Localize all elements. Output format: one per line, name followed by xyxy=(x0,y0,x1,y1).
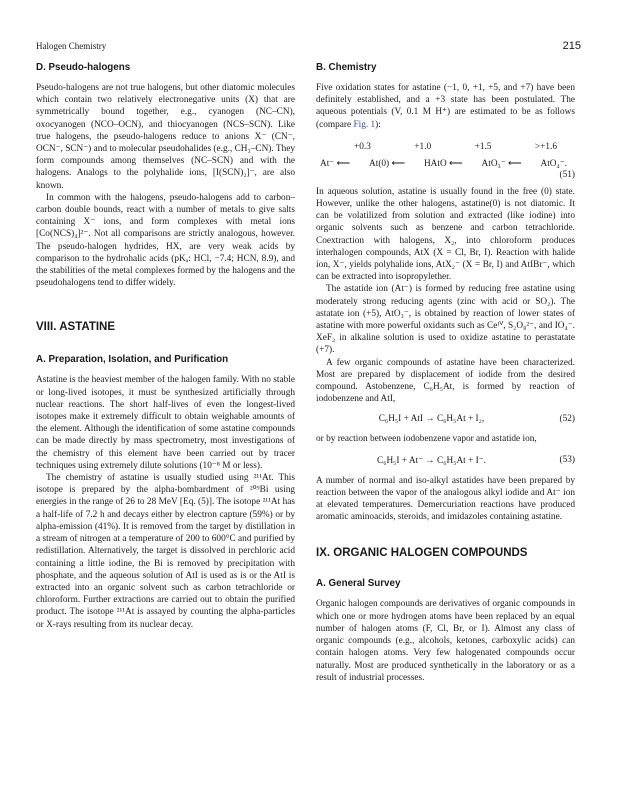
paragraph: The astatide ion (At⁻) is formed by reducing free astatine using moderately strong reducing agents (zinc with acid or SO₂). The astatate ion (+5), AtO₃⁻, is obtained by reaction of lower states of astatine with more powerful oxidants such as Ceᴵⱽ, S₂O₈²⁻, and IO₄⁻. XeF₂ in alkaline solution is used to oxidize astatine to perastatate (+7). xyxy=(316,284,575,356)
section-a-heading: A. Preparation, Isolation, and Purification xyxy=(36,354,229,366)
oxidation-scheme: At⁻ ⟵ At(0) ⟵ HAtO ⟵ AtO₃⁻ ⟵ AtO₄⁻. xyxy=(320,158,567,169)
paragraph: Pseudo-halogens are not true halogens, but other diatomic molecules which contain two relatively electronegative units (X) that are symmetrically bound together, e.g., cyanogen (NC–CN), oxocyanogen (NCO–OCN), and thiocyanogen (NCS–SCN). Like true halogens, the pseudo-halogens reduce to anions X⁻ (CN⁻, OCN⁻, SCN⁻) and to molecular pseudohalides (e.g., CH₃–CN). They form compounds among themselves (NC–SCN) and with the halogens. Analogs to the polyhalide ions, [I(SCN)₂]⁻, are also known. xyxy=(36,83,295,191)
paragraph: The chemistry of astatine is usually studied using ²¹¹At. This isotope is prepared by the alpha-bombardment of ²⁰⁹Bi using energies in the range of 26 to 28 MeV [Eq. (5)]. The isotope ²¹¹At has a half-life of 7.2 h and decays either by electron capture (59%) or by alpha-emission (41%). It is removed from the target by distillation in a stream of nitrogen at a temperature of 200 to 600°C and purified by redistillation. Alternatively, the target is dissolved in perchloric acid containing a little iodine, the Bi is removed by precipitation with phosphate, and the aqueous solution of AtI is used as is or the AtI is extracted into an organic solvent such as carbon tetrachloride or chloroform. Further extractions are carried out to obtain the purified product. The isotope ²¹¹At is assayed by counting the alpha-particles or X-rays resulting from its nuclear decay. xyxy=(36,473,295,630)
left-column xyxy=(36,62,295,631)
equation-53: C₆H₅I + At⁻ → C₆H₅At + I⁻. (53) xyxy=(377,455,575,466)
paragraph: A few organic compounds of astatine have been characterized. Most are prepared by displacement of iodide from the desired compound. Astobenzene, C₆H₅At, is formed by reaction of iodobenzene and AtI, xyxy=(316,357,575,405)
equation-52: C₆H₅I + AtI → C₆H₅At + I₂, (52) xyxy=(378,414,575,425)
section-ix-heading: IX. ORGANIC HALOGEN COMPOUNDS xyxy=(316,547,528,560)
potential-values: +0.3 +1.0 +1.5 >+1.6 xyxy=(354,141,557,152)
running-title: Halogen Chemistry xyxy=(36,41,107,51)
equation-number: (51) xyxy=(559,169,575,180)
section-viii-heading: VIII. ASTATINE xyxy=(36,321,116,334)
right-column xyxy=(316,62,575,684)
section-general-survey-heading: A. General Survey xyxy=(316,578,401,590)
paragraph: In aqueous solution, astatine is usually found in the free (0) state. However, unlike the other halogens, astatine(0) is not diatomic. It can be volatilized from solution and extracted (like iodine) into organic solvents such as benzene and carbon tetrachloride. Coextraction with halogens, X₂, into chloroform produces interhalogen compounds, AtX (X = Cl, Br, I). Reaction with halide ion, X⁻, yields polyhalide ions, AtX₂⁻ (X = Br, I) and AtIBr⁻, which can be extracted into isopropylether. xyxy=(316,186,575,283)
paragraph: Five oxidation states for astatine (−1, 0, +1, +5, and +7) have been definitely established, and a +3 state has been postulated. The aqueous potentials (V, 0.1 M H⁺) are estimated to be as follows (compare Fig. 1): xyxy=(316,83,575,130)
paragraph: Organic halogen compounds are derivatives of organic compounds in which one or more hydrogen atoms have been replaced by an equal number of halogen atoms (F, Cl, Br, or I). Almost any class of organic compounds (e.g., alcohols, ketones, carboxylic acids) can contain halogen atoms. Very few halogenated compounds occur naturally. Most are produced synthetically in the laboratory or as a result of industrial processes. xyxy=(316,599,575,683)
figure-link[interactable]: Fig. 1 xyxy=(353,119,376,130)
page-number: 215 xyxy=(562,40,581,52)
section-b-heading: B. Chemistry xyxy=(316,62,377,73)
section-d-heading: D. Pseudo-halogens xyxy=(36,62,131,73)
paragraph: In common with the halogens, pseudo-halogens add to carbon–carbon double bounds, react with a number of metals to give salts containing X⁻ ions, and form complexes with metal ions [Co(NCS)₄]²⁻. Not all comparisons are strictly analogous, however. The pseudo-halogen hydrides, HX, are very weak acids by comparison to the hydrohalic acids (pKₐ: HCl, −7.4; HCN, 8.9), and the stabilities of the metal complexes formed by the halogens and the pseudohalogens tend to differ widely. xyxy=(36,192,295,289)
paragraph: or by reaction between iodobenzene vapor and astatide ion, xyxy=(316,434,537,445)
paragraph: A number of normal and iso-alkyl astatides have been prepared by reaction between the vapor of the analogous alkyl iodide and At⁻ ion at elevated temperatures. Demercuriation reactions have produced aromatic aminoacids, steroids, and imidazoles containing astatine. xyxy=(316,475,575,523)
paragraph: Astatine is the heaviest member of the halogen family. With no stable or long-lived isotopes, it must be synthesized artificially through nuclear reactions. The short half-lives of even the longest-lived isotopes make it extremely difficult to obtain weighable amounts of the element. Although the identification of some astatine compounds can be made directly by mass spectrometry, most investigations of the chemistry of this element have been carried out by tracer techniques using extremely dilute solutions (10⁻⁸ M or less). xyxy=(36,375,295,471)
